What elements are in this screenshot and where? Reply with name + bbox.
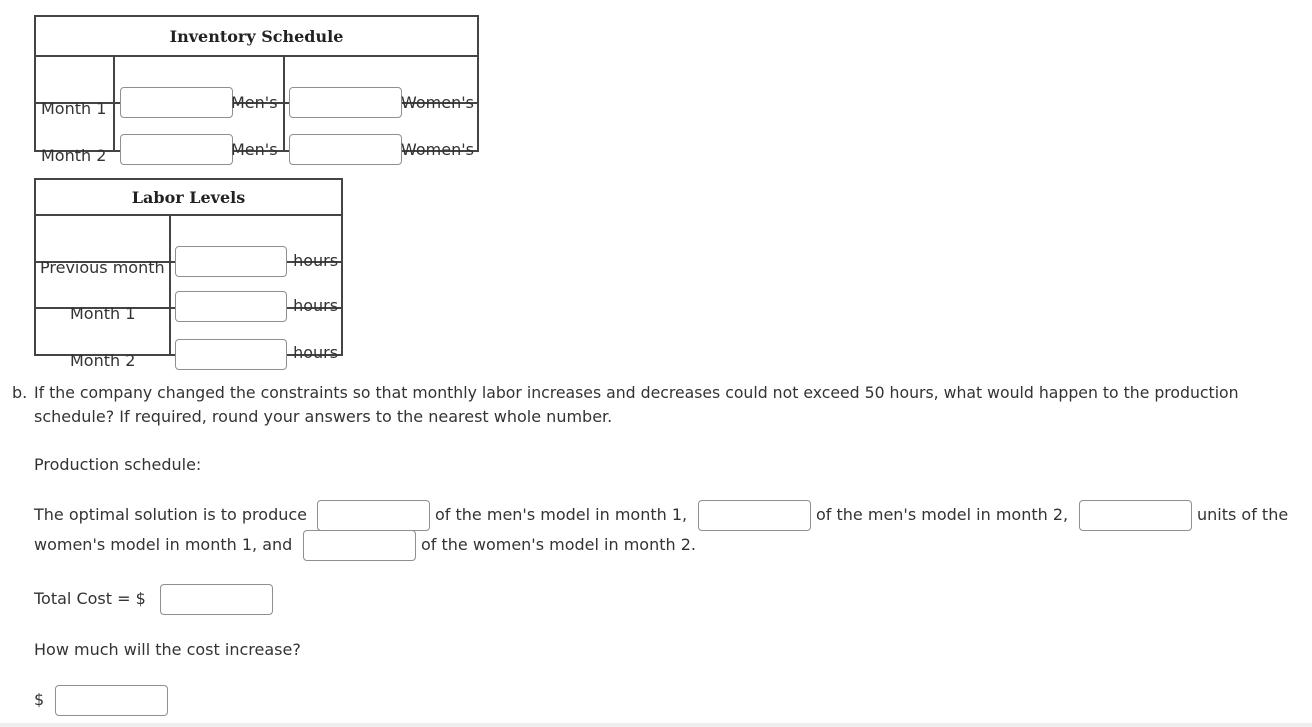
month-2-mens-inventory-input[interactable] xyxy=(120,134,233,165)
month-1-womens-inventory-input[interactable] xyxy=(289,87,402,118)
inventory-schedule-table xyxy=(34,15,479,165)
month-2-labor-input[interactable] xyxy=(175,339,287,370)
month-1-labor-input[interactable] xyxy=(175,291,287,322)
production-sentence-part-2: of the men's model in month 1, xyxy=(435,505,688,524)
production-sentence-part-3: of the men's model in month 2, xyxy=(816,505,1069,524)
hours-unit-label: hours xyxy=(293,296,339,315)
question-b-marker: b. xyxy=(12,383,28,402)
womens-unit-label: Women's xyxy=(401,92,474,112)
production-sentence-part-4: units of the xyxy=(1197,505,1289,524)
mens-month-1-production-input[interactable] xyxy=(317,500,430,531)
question-b-text-line-1: If the company changed the constraints so that monthly labor increases and decreases could not exceed 50 hours, what would happen to the production xyxy=(34,383,1239,402)
hours-unit-label: hours xyxy=(293,342,339,362)
month-2-womens-inventory-input[interactable] xyxy=(289,134,402,165)
production-schedule-heading: Production schedule: xyxy=(34,455,202,474)
inventory-schedule-title: Inventory Schedule xyxy=(35,16,478,56)
production-sentence-part-1: The optimal solution is to produce xyxy=(34,505,307,524)
inventory-row-label: Month 2 xyxy=(41,146,107,165)
production-sentence-part-6: of the women's model in month 2. xyxy=(421,535,696,554)
total-cost-label: Total Cost = $ xyxy=(34,589,146,608)
mens-unit-label: Men's xyxy=(231,140,278,159)
page-bottom-divider xyxy=(0,723,1312,727)
womens-month-1-production-input[interactable] xyxy=(1079,500,1192,531)
previous-month-labor-input[interactable] xyxy=(175,246,287,277)
cost-increase-currency: $ xyxy=(34,690,45,709)
production-sentence-part-5: women's model in month 1, and xyxy=(34,535,293,554)
labor-levels-table xyxy=(34,178,343,370)
month-1-mens-inventory-input[interactable] xyxy=(120,87,233,118)
labor-row-label: Month 2 xyxy=(70,350,136,370)
inventory-row-month-1 xyxy=(35,56,478,103)
womens-month-2-production-input[interactable] xyxy=(303,530,416,561)
mens-unit-label: Men's xyxy=(231,92,278,112)
labor-row-label: Previous month xyxy=(40,257,165,277)
mens-month-2-production-input[interactable] xyxy=(698,500,811,531)
cost-increase-question: How much will the cost increase? xyxy=(34,640,301,659)
labor-row-previous-month xyxy=(35,215,342,262)
womens-unit-label: Women's xyxy=(401,140,474,159)
total-cost-input[interactable] xyxy=(160,584,273,615)
labor-levels-title: Labor Levels xyxy=(35,179,342,215)
inventory-row-label: Month 1 xyxy=(41,98,107,118)
hours-unit-label: hours xyxy=(293,250,339,270)
question-b-text-line-2: schedule? If required, round your answers to the nearest whole number. xyxy=(34,407,613,426)
cost-increase-input[interactable] xyxy=(55,685,168,716)
labor-row-label: Month 1 xyxy=(70,304,136,323)
